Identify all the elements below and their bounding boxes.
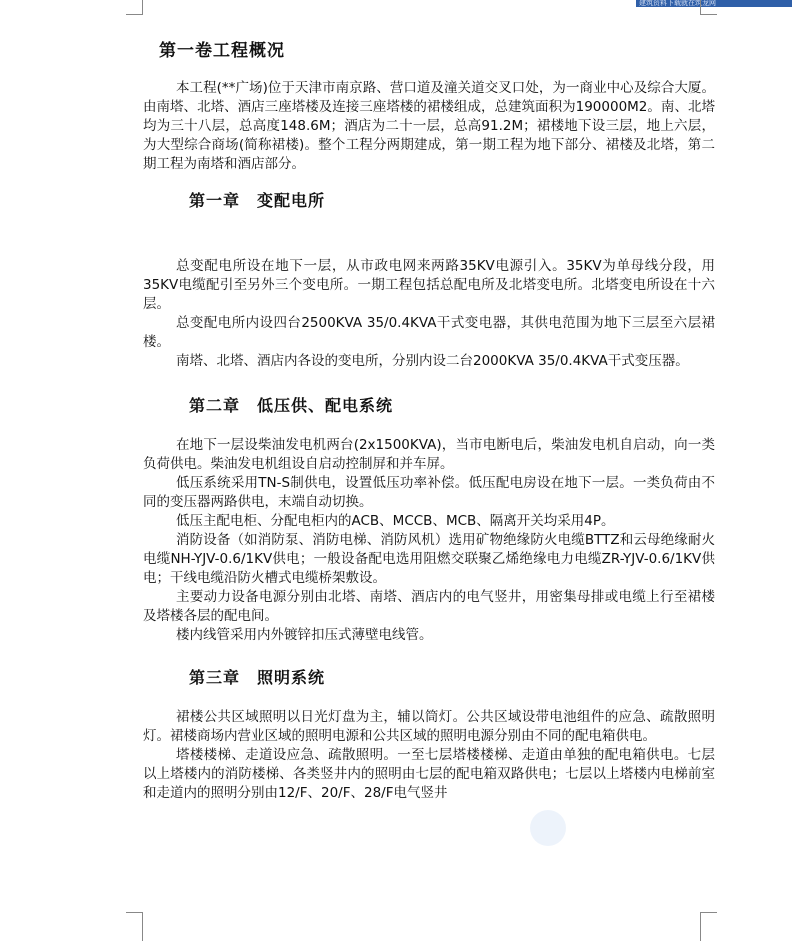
intro-paragraph: 本工程(**广场)位于天津市南京路、营口道及潼关道交叉口处，为一商业中心及综合大厦。由南塔、北塔、酒店三座塔楼及连接三座塔楼的裙楼组成，总建筑面积为190000M2。南、北塔均为三十八层，总高度148.6M；酒店为二十一层，总高91.2M；裙楼地下设三层，地上六层，为大型综合商场(简称裙楼)。整个工程分两期建成，第一期工程为地下部分、裙楼及北塔，第二期工程为南塔和酒店部分。	[143, 80, 715, 172]
chapter-1-title: 第一章 变配电所	[189, 191, 326, 210]
crop-mark-top-right	[700, 0, 717, 15]
chapter-3-paragraph: 裙楼公共区域照明以日光灯盘为主，辅以筒灯。公共区域设带电池组件的应急、疏散照明灯。裙楼商场内营业区域的照明电源和公共区域的照明电源分别由不同的配电箱供电。	[143, 709, 715, 744]
crop-mark-bottom-left	[126, 912, 143, 941]
document-body	[143, 36, 715, 803]
chapter-1-paragraph: 总变配电所内设四台2500KVA 35/0.4KVA干式变电器，其供电范围为地下三层至六层裙楼。	[143, 315, 715, 350]
chapter-1-paragraph: 南塔、北塔、酒店内各设的变电所，分别内设二台2000KVA 35/0.4KVA干式变压器。	[176, 353, 689, 369]
header-banner: 建筑资料下载就在筑龙网	[636, 0, 792, 7]
chapter-2-title: 第二章 低压供、配电系统	[189, 396, 394, 415]
watermark-logo	[530, 810, 566, 846]
chapter-1-paragraph: 总变配电所设在地下一层，从市政电网来两路35KV电源引入。35KV为单母线分段，用35KV电缆配引至另外三个变电所。一期工程包括总配电所及北塔变电所。北塔变电所设在十六层。	[143, 258, 715, 312]
chapter-2-paragraph: 低压主配电柜、分配电柜内的ACB、MCCB、MCB、隔离开关均采用4P。	[176, 513, 615, 529]
chapter-3-title: 第三章 照明系统	[189, 668, 326, 687]
chapter-2-paragraph: 主要动力设备电源分别由北塔、南塔、酒店内的电气竖井，用密集母排或电缆上行至裙楼及塔楼各层的配电间。	[143, 589, 715, 624]
crop-mark-top-left	[126, 0, 143, 15]
crop-mark-bottom-right	[700, 912, 717, 941]
chapter-2-paragraph: 低压系统采用TN-S制供电，设置低压功率补偿。低压配电房设在地下一层。一类负荷由不同的变压器两路供电，末端自动切换。	[143, 475, 715, 510]
chapter-2-paragraph: 在地下一层设柴油发电机两台(2x1500KVA)，当市电断电后，柴油发电机自启动，向一类负荷供电。柴油发电机组设自启动控制屏和并车屏。	[143, 437, 715, 472]
volume-title: 第一卷工程概况	[159, 41, 285, 61]
chapter-3-paragraph: 塔楼楼梯、走道设应急、疏散照明。一至七层塔楼楼梯、走道由单独的配电箱供电。七层以上塔楼内的消防楼梯、各类竖井内的照明由七层的配电箱双路供电；七层以上塔楼内电梯前室和走道内的照明分别由12/F、20/F、28/F电气竖井	[143, 747, 715, 801]
chapter-2-paragraph: 楼内线管采用内外镀锌扣压式薄壁电线管。	[176, 627, 433, 643]
chapter-2-paragraph: 消防设备（如消防泵、消防电梯、消防风机）选用矿物绝缘防火电缆BTTZ和云母绝缘耐火电缆NH-YJV-0.6/1KV供电；一般设备配电选用阻燃交联聚乙烯绝缘电力电缆ZR-YJV-0.6/1KV供电；干线电缆沿防火槽式电缆桥架敷设。	[143, 532, 715, 586]
